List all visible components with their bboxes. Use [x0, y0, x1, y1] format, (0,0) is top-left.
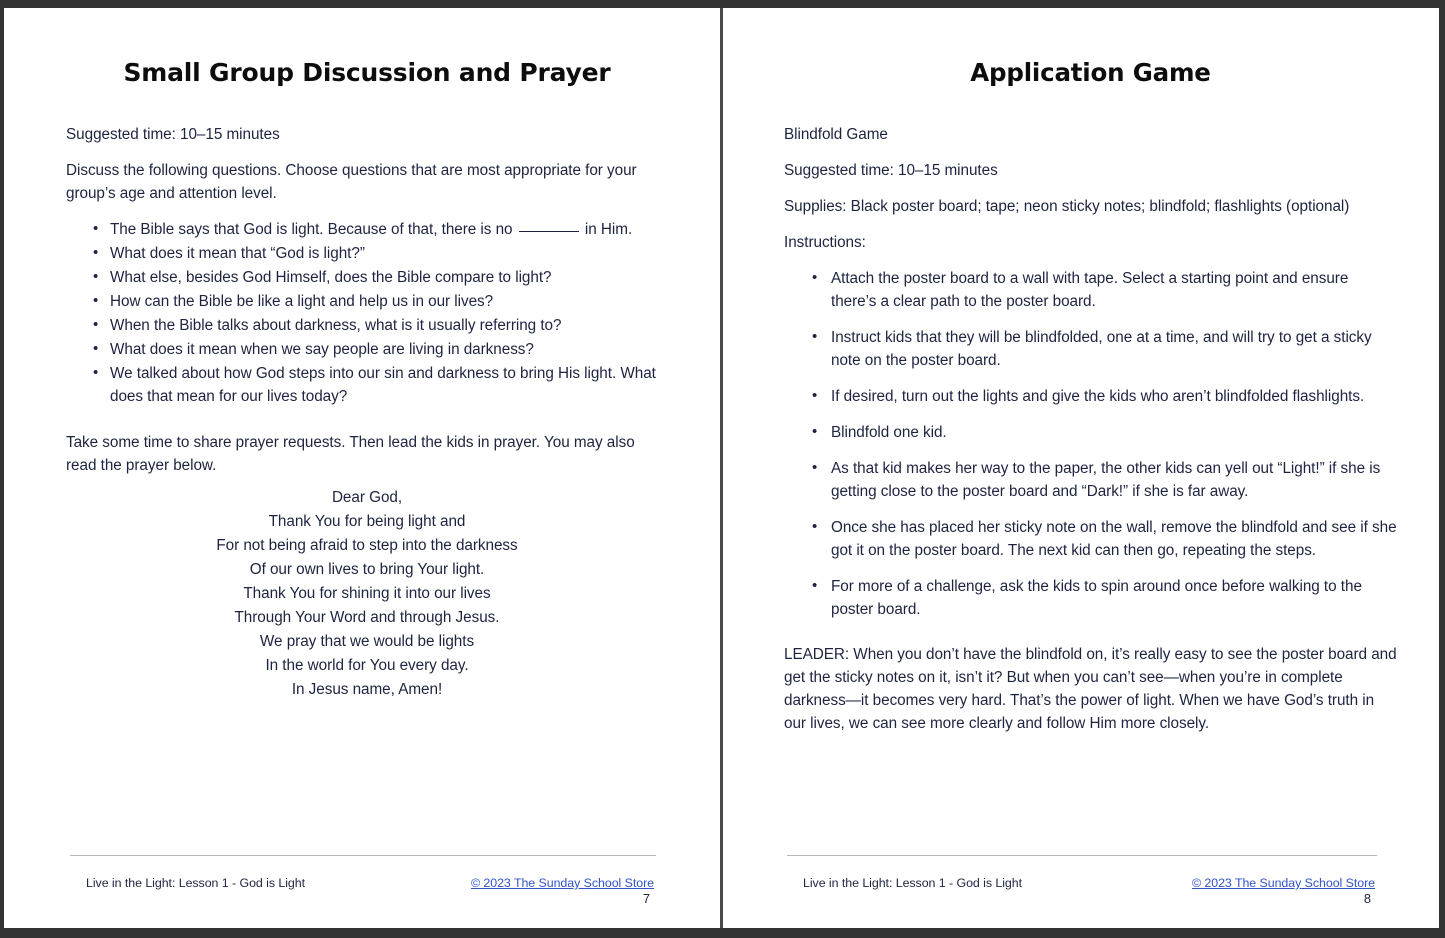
game-name-text: Blindfold Game [784, 126, 888, 143]
prayer-line: Dear God, [331, 489, 403, 506]
footer-divider [70, 855, 656, 856]
question-text-after: in Him. [584, 221, 633, 238]
suggested-time-text: Suggested time: 10–15 minutes [784, 162, 998, 179]
footer-lesson-label: Live in the Light: Lesson 1 - God is Light [86, 876, 306, 890]
list-item: • For more of a challenge, ask the kids to spin around once before walking to the poster board. [784, 575, 1397, 621]
page-left[interactable] [4, 8, 720, 928]
prayer-line: Thank You for shining it into our lives [243, 585, 491, 602]
list-item: • What else, besides God Himself, does the Bible compare to light? [66, 266, 668, 289]
page-right[interactable] [723, 8, 1439, 928]
list-item: • When the Bible talks about darkness, what is it usually referring to? [66, 314, 668, 337]
list-item: • How can the Bible be like a light and help us in our lives? [66, 290, 668, 313]
list-item [66, 218, 668, 241]
list-item: • Once she has placed her sticky note on the wall, remove the blindfold and see if she got it on the poster board. The next kid can then go, repeating the steps. [784, 516, 1397, 562]
prayer-line: In Jesus name, Amen! [291, 681, 443, 698]
right-page-content [784, 58, 1397, 735]
list-item: • Instruct kids that they will be blindfolded, one at a time, and will try to get a sticky note on the poster board. [784, 326, 1397, 372]
prayer-line: Of our own lives to bring Your light. [249, 561, 485, 578]
supplies-text: Supplies: Black poster board; tape; neon sticky notes; blindfold; flashlights (optional) [784, 198, 1350, 215]
copyright-link[interactable]: © 2023 The Sunday School Store [1191, 876, 1375, 890]
list-item: • We talked about how God steps into our sin and darkness to bring His light. What does that mean for our lives today? [66, 362, 668, 408]
prayer-line: Through Your Word and through Jesus. [234, 609, 500, 626]
list-item: • Attach the poster board to a wall with tape. Select a starting point and ensure there’s a clear path to the poster board. [784, 267, 1397, 313]
leader-note-text: LEADER: When you don’t have the blindfold on, it’s really easy to see the poster board and get the sticky notes on it, isn’t it? But when you can’t see—when you’re in complete darkness—it becomes very hard. That’s the power of light. When we have God’s truth in our lives, we can see more clearly and follow Him more closely. [784, 646, 1397, 732]
page-title: Application Game [970, 58, 1211, 87]
page-number: 8 [1363, 891, 1371, 906]
footer-divider [787, 855, 1377, 856]
prayer-block [66, 486, 668, 702]
prayer-line: We pray that we would be lights [259, 633, 475, 650]
list-item: • As that kid makes her way to the paper, the other kids can yell out “Light!” if she is getting close to the poster board and “Dark!” if she is far away. [784, 457, 1397, 503]
suggested-time-text: Suggested time: 10–15 minutes [66, 126, 280, 143]
discussion-instructions-text: Discuss the following questions. Choose questions that are most appropriate for your group’s age and attention level. [66, 162, 637, 202]
prayer-intro-text: Take some time to share prayer requests. Then lead the kids in prayer. You may also read the prayer below. [66, 434, 635, 474]
left-page-content [66, 58, 668, 702]
prayer-line: Thank You for being light and [268, 513, 466, 530]
page-spread [4, 8, 1439, 928]
prayer-line: For not being afraid to step into the darkness [216, 537, 518, 554]
list-item: • Blindfold one kid. [784, 421, 1397, 444]
instructions-label: Instructions: [784, 234, 866, 251]
fill-in-blank [519, 231, 579, 232]
list-item: • What does it mean when we say people are living in darkness? [66, 338, 668, 361]
page-footer [70, 855, 656, 906]
page-title: Small Group Discussion and Prayer [123, 58, 611, 87]
copyright-link[interactable]: © 2023 The Sunday School Store [470, 876, 654, 890]
footer-lesson-label: Live in the Light: Lesson 1 - God is Light [803, 876, 1023, 890]
game-steps-list [784, 267, 1397, 621]
list-item: • If desired, turn out the lights and give the kids who aren’t blindfolded flashlights. [784, 385, 1397, 408]
page-footer [787, 855, 1377, 906]
page-number: 7 [642, 891, 650, 906]
list-item: • What does it mean that “God is light?” [66, 242, 668, 265]
prayer-line: In the world for You every day. [265, 657, 469, 674]
question-text-before: The Bible says that God is light. Because of that, there is no [110, 221, 513, 238]
discussion-questions-list [66, 218, 668, 408]
